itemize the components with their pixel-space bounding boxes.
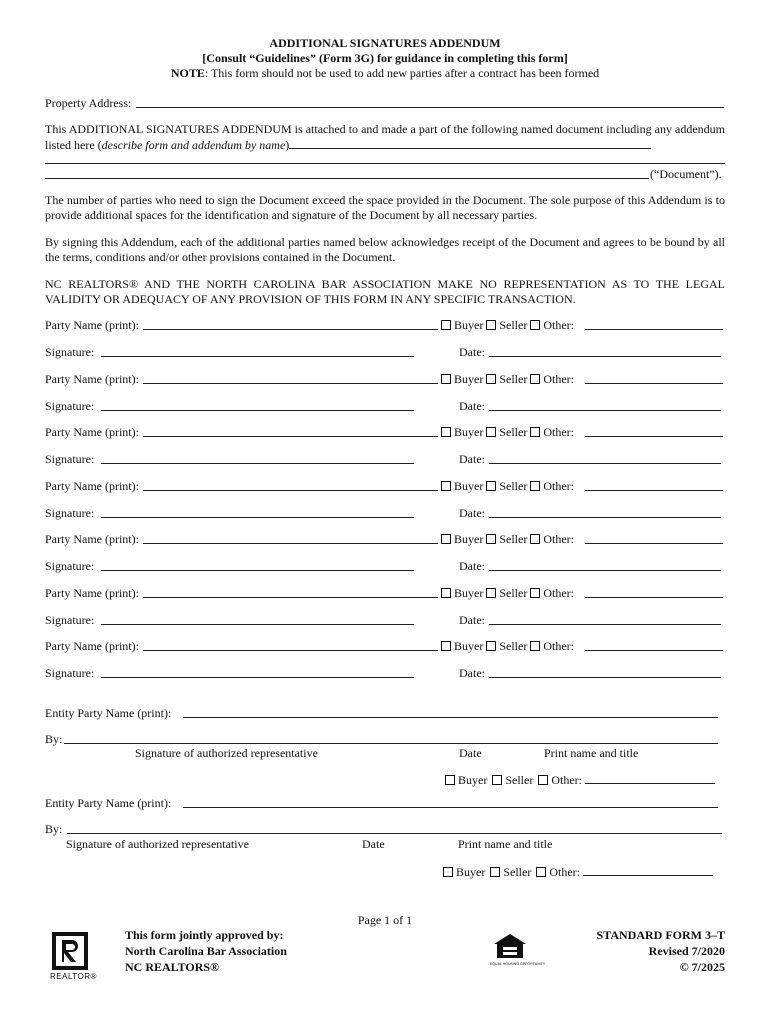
- disclaimer-paragraph: NC REALTORS® AND THE NORTH CAROLINA BAR ASSOCIATION MAKE NO REPRESENTATION AS TO THE LEGAL VALIDITY OR ADEQUACY OF ANY PROVISION OF THIS FORM IN ANY SPECIFIC TRANSACTION.: [45, 277, 725, 306]
- date-label: Date:: [459, 452, 485, 466]
- note-label: NOTE: [170, 66, 205, 80]
- intro-italic: describe form and addendum by name: [101, 138, 286, 152]
- party-2-name-row: [45, 372, 725, 388]
- other-checkbox[interactable]: [530, 641, 540, 651]
- seller-label: Seller: [499, 318, 528, 332]
- entity-2-name-field[interactable]: [183, 807, 718, 808]
- date-label: Date:: [459, 506, 485, 520]
- property-address-row: [45, 96, 725, 112]
- signature-label: Signature:: [45, 399, 95, 413]
- buyer-checkbox[interactable]: [441, 641, 451, 651]
- revised-date: Revised 7/2020: [648, 944, 725, 958]
- party-2-roles: [441, 372, 574, 387]
- property-address-label: Property Address:: [45, 96, 132, 110]
- party-1-roles: [441, 318, 574, 333]
- equal-housing-icon: [490, 932, 530, 962]
- intro-paragraph: [45, 122, 725, 153]
- entity-2-by-row: [45, 822, 725, 838]
- signature-label: Signature:: [45, 506, 95, 520]
- buyer-label: Buyer: [454, 639, 484, 653]
- date-label: Date:: [459, 666, 485, 680]
- party-6-roles: [441, 586, 574, 601]
- buyer-label: Buyer: [454, 425, 484, 439]
- seller-checkbox[interactable]: [492, 775, 502, 785]
- entity-1-sig-caption: Signature of authorized representative: [135, 746, 318, 760]
- entity-1-date-caption: Date: [459, 746, 482, 760]
- page-number: Page 1 of 1: [357, 913, 413, 927]
- other-checkbox[interactable]: [530, 427, 540, 437]
- party-1-name-row: [45, 318, 725, 334]
- party-name-label: Party Name (print):: [45, 318, 139, 332]
- seller-label: Seller: [499, 639, 528, 653]
- other-field[interactable]: [585, 772, 715, 784]
- seller-label: Seller: [499, 532, 528, 546]
- party-7-name-row: [45, 639, 725, 655]
- party-4-signature-field[interactable]: [101, 517, 414, 518]
- party-7-date-field[interactable]: [489, 677, 721, 678]
- party-5-roles: [441, 532, 574, 547]
- party-name-label: Party Name (print):: [45, 479, 139, 493]
- signature-label: Signature:: [45, 613, 95, 627]
- form-number: STANDARD FORM 3–T: [596, 928, 725, 942]
- entity-name-label: Entity Party Name (print):: [45, 796, 172, 810]
- party-6-name-row: [45, 586, 725, 602]
- entity-2-signature-field[interactable]: [67, 833, 722, 834]
- party-name-label: Party Name (print):: [45, 639, 139, 653]
- party-4-signature-row: [45, 506, 725, 522]
- party-3-other-field[interactable]: [585, 436, 723, 437]
- other-field[interactable]: [583, 864, 713, 876]
- bar-association: North Carolina Bar Association: [125, 944, 287, 958]
- party-6-signature-row: [45, 613, 725, 629]
- party-1-other-field[interactable]: [585, 329, 723, 330]
- note-text: : This form should not be used to add new parties after a contract has been formed: [204, 66, 600, 80]
- party-4-name-row: [45, 479, 725, 495]
- seller-checkbox[interactable]: [486, 374, 496, 384]
- seller-label: Seller: [503, 865, 532, 879]
- other-label: Other:: [543, 318, 574, 332]
- entity-2-date-caption: Date: [362, 837, 385, 851]
- party-5-signature-row: [45, 559, 725, 575]
- party-name-label: Party Name (print):: [45, 532, 139, 546]
- seller-checkbox[interactable]: [486, 481, 496, 491]
- other-label: Other:: [543, 532, 574, 546]
- entity-1-print-caption: Print name and title: [544, 746, 639, 760]
- party-2-name-field[interactable]: [143, 383, 438, 384]
- buyer-checkbox[interactable]: [445, 775, 455, 785]
- party-7-roles: [441, 639, 574, 654]
- seller-label: Seller: [499, 372, 528, 386]
- entity-name-label: Entity Party Name (print):: [45, 706, 172, 720]
- other-checkbox[interactable]: [530, 374, 540, 384]
- buyer-label: Buyer: [458, 773, 488, 787]
- entity-1-name-row: [45, 706, 725, 722]
- buyer-checkbox[interactable]: [443, 867, 453, 877]
- copyright: © 7/2025: [679, 960, 725, 974]
- party-5-name-field[interactable]: [143, 543, 438, 544]
- signature-label: Signature:: [45, 559, 95, 573]
- buyer-label: Buyer: [454, 372, 484, 386]
- document-line-3: [45, 167, 725, 183]
- party-3-signature-field[interactable]: [101, 463, 414, 464]
- party-3-roles: [441, 425, 574, 440]
- party-4-date-field[interactable]: [489, 517, 721, 518]
- other-label: Other:: [543, 586, 574, 600]
- seller-checkbox[interactable]: [486, 320, 496, 330]
- party-name-label: Party Name (print):: [45, 372, 139, 386]
- party-1-signature-field[interactable]: [101, 356, 414, 357]
- other-checkbox[interactable]: [538, 775, 548, 785]
- party-4-roles: [441, 479, 574, 494]
- buyer-label: Buyer: [454, 479, 484, 493]
- realtor-logo-text: REALTOR®: [50, 972, 97, 981]
- seller-label: Seller: [505, 773, 534, 787]
- buyer-label: Buyer: [454, 586, 484, 600]
- buyer-label: Buyer: [454, 318, 484, 332]
- buyer-checkbox[interactable]: [441, 481, 451, 491]
- date-label: Date:: [459, 559, 485, 573]
- other-checkbox[interactable]: [530, 320, 540, 330]
- party-2-date-field[interactable]: [489, 410, 721, 411]
- seller-checkbox[interactable]: [486, 641, 496, 651]
- signature-label: Signature:: [45, 666, 95, 680]
- property-address-field[interactable]: [136, 107, 724, 108]
- buyer-checkbox[interactable]: [441, 374, 451, 384]
- party-7-signature-row: [45, 666, 725, 682]
- party-7-signature-field[interactable]: [101, 677, 414, 678]
- party-5-name-row: [45, 532, 725, 548]
- equal-housing-logo: [490, 932, 546, 972]
- by-label: By:: [45, 822, 63, 836]
- party-5-date-field[interactable]: [489, 570, 721, 571]
- buyer-label: Buyer: [454, 532, 484, 546]
- party-6-date-field[interactable]: [489, 624, 721, 625]
- other-label: Other:: [543, 372, 574, 386]
- equal-housing-text: EQUAL HOUSING OPPORTUNITY: [490, 962, 546, 966]
- document-name-field-3[interactable]: [45, 178, 649, 179]
- party-6-name-field[interactable]: [143, 597, 438, 598]
- party-3-signature-row: [45, 452, 725, 468]
- seller-label: Seller: [499, 586, 528, 600]
- party-name-label: Party Name (print):: [45, 586, 139, 600]
- entity-1-signature-field[interactable]: [64, 743, 718, 744]
- approval-block: [125, 927, 287, 975]
- entity-2-name-row: [45, 796, 725, 812]
- other-checkbox[interactable]: [530, 588, 540, 598]
- party-6-signature-field[interactable]: [101, 624, 414, 625]
- party-6-other-field[interactable]: [585, 597, 723, 598]
- buyer-label: Buyer: [456, 865, 486, 879]
- entity-2-print-caption: Print name and title: [458, 837, 553, 851]
- form-info-block: [597, 927, 725, 975]
- party-name-label: Party Name (print):: [45, 425, 139, 439]
- by-label: By:: [45, 732, 63, 746]
- intro-text: This ADDITIONAL SIGNATURES ADDENDUM is attached to and made a part of the following named document including any addendum listed here (: [45, 122, 725, 152]
- realtor-logo: [50, 932, 97, 982]
- purpose-paragraph: The number of parties who need to sign the Document exceed the space provided in the Document. The sole purpose of this Addendum is to provide additional spaces for the identification and signature of the Document by all necessary parties.: [45, 193, 725, 222]
- date-label: Date:: [459, 613, 485, 627]
- date-label: Date:: [459, 399, 485, 413]
- buyer-checkbox[interactable]: [441, 588, 451, 598]
- party-5-other-field[interactable]: [585, 543, 723, 544]
- acknowledge-paragraph: By signing this Addendum, each of the additional parties named below acknowledges receipt of the Document and agrees to be bound by all the terms, conditions and/or other provisions contained in the Document.: [45, 235, 725, 264]
- entity-2-sig-caption: Signature of authorized representative: [66, 837, 249, 851]
- party-2-signature-row: [45, 399, 725, 415]
- document-line-2: [45, 152, 725, 168]
- party-3-date-field[interactable]: [489, 463, 721, 464]
- party-2-other-field[interactable]: [585, 383, 723, 384]
- party-4-other-field[interactable]: [585, 490, 723, 491]
- document-name-field-2[interactable]: [45, 163, 725, 164]
- other-label: Other:: [543, 639, 574, 653]
- document-label: (“Document”).: [650, 167, 722, 181]
- seller-checkbox[interactable]: [490, 867, 500, 877]
- party-1-date-field[interactable]: [489, 356, 721, 357]
- signature-label: Signature:: [45, 452, 95, 466]
- party-7-other-field[interactable]: [585, 650, 723, 651]
- party-3-name-field[interactable]: [143, 436, 438, 437]
- date-label: Date:: [459, 345, 485, 359]
- seller-label: Seller: [499, 479, 528, 493]
- signature-label: Signature:: [45, 345, 95, 359]
- entity-1-roles: [445, 772, 715, 788]
- other-checkbox[interactable]: [530, 534, 540, 544]
- party-1-signature-row: [45, 345, 725, 361]
- buyer-checkbox[interactable]: [441, 534, 451, 544]
- party-4-name-field[interactable]: [143, 490, 438, 491]
- seller-checkbox[interactable]: [486, 588, 496, 598]
- seller-label: Seller: [499, 425, 528, 439]
- other-label: Other:: [543, 479, 574, 493]
- party-7-name-field[interactable]: [143, 650, 438, 651]
- other-label: Other:: [543, 425, 574, 439]
- other-checkbox[interactable]: [530, 481, 540, 491]
- other-label: Other:: [551, 773, 582, 787]
- buyer-checkbox[interactable]: [441, 320, 451, 330]
- party-2-signature-field[interactable]: [101, 410, 414, 411]
- party-3-name-row: [45, 425, 725, 441]
- buyer-checkbox[interactable]: [441, 427, 451, 437]
- seller-checkbox[interactable]: [486, 534, 496, 544]
- nc-realtors: NC REALTORS®: [125, 960, 219, 974]
- other-checkbox[interactable]: [536, 867, 546, 877]
- form-subtitle: [Consult “Guidelines” (Form 3G) for guidance in completing this form]: [202, 51, 568, 65]
- party-1-name-field[interactable]: [143, 329, 438, 330]
- form-note: [0, 66, 770, 81]
- approved-by: This form jointly approved by:: [125, 928, 284, 942]
- intro-text-close: ): [285, 138, 290, 152]
- entity-2-roles: [443, 864, 713, 880]
- other-label: Other:: [549, 865, 580, 879]
- entity-1-name-field[interactable]: [183, 717, 718, 718]
- party-5-signature-field[interactable]: [101, 570, 414, 571]
- document-name-field-1[interactable]: [289, 137, 651, 149]
- form-title: ADDITIONAL SIGNATURES ADDENDUM: [269, 36, 501, 50]
- seller-checkbox[interactable]: [486, 427, 496, 437]
